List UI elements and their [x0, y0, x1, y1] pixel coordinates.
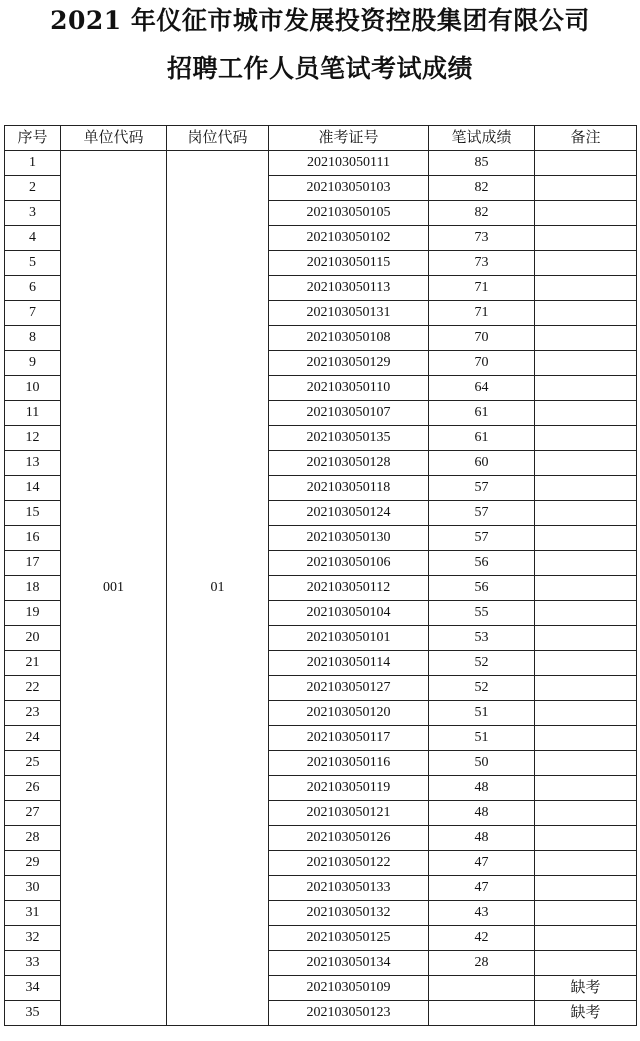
- cell-remark: 缺考: [535, 976, 637, 1001]
- scores-table-body: [5, 151, 637, 1026]
- cell-score: 47: [429, 851, 535, 876]
- cell-remark: [535, 551, 637, 576]
- cell-exam-id: 202103050110: [269, 376, 429, 401]
- cell-score: 60: [429, 451, 535, 476]
- cell-exam-id: 202103050127: [269, 676, 429, 701]
- table-header-row: [5, 126, 637, 151]
- cell-remark: [535, 751, 637, 776]
- cell-remark: [535, 251, 637, 276]
- cell-seq: 12: [5, 426, 61, 451]
- cell-score: 42: [429, 926, 535, 951]
- header-exam-id: 准考证号: [269, 126, 429, 151]
- cell-remark: [535, 826, 637, 851]
- cell-remark: [535, 401, 637, 426]
- cell-remark: [535, 326, 637, 351]
- cell-exam-id: 202103050113: [269, 276, 429, 301]
- cell-score: 28: [429, 951, 535, 976]
- cell-exam-id: 202103050121: [269, 801, 429, 826]
- cell-exam-id: 202103050101: [269, 626, 429, 651]
- cell-remark: [535, 626, 637, 651]
- cell-remark: [535, 426, 637, 451]
- header-post-code: 岗位代码: [167, 126, 269, 151]
- cell-exam-id: 202103050108: [269, 326, 429, 351]
- cell-seq: 16: [5, 526, 61, 551]
- cell-exam-id: 202103050111: [269, 151, 429, 176]
- cell-remark: [535, 376, 637, 401]
- cell-exam-id: 202103050102: [269, 226, 429, 251]
- cell-seq: 34: [5, 976, 61, 1001]
- cell-exam-id: 202103050128: [269, 451, 429, 476]
- cell-remark: [535, 151, 637, 176]
- cell-score: [429, 976, 535, 1001]
- cell-seq: 4: [5, 226, 61, 251]
- cell-exam-id: 202103050120: [269, 701, 429, 726]
- cell-exam-id: 202103050130: [269, 526, 429, 551]
- cell-exam-id: 202103050129: [269, 351, 429, 376]
- cell-remark: [535, 601, 637, 626]
- cell-remark: [535, 951, 637, 976]
- cell-seq: 7: [5, 301, 61, 326]
- header-remark: 备注: [535, 126, 637, 151]
- cell-remark: [535, 501, 637, 526]
- cell-seq: 2: [5, 176, 61, 201]
- cell-score: 48: [429, 776, 535, 801]
- cell-exam-id: 202103050132: [269, 901, 429, 926]
- cell-seq: 21: [5, 651, 61, 676]
- cell-remark: [535, 176, 637, 201]
- cell-exam-id: 202103050117: [269, 726, 429, 751]
- cell-exam-id: 202103050119: [269, 776, 429, 801]
- cell-seq: 35: [5, 1001, 61, 1026]
- cell-exam-id: 202103050124: [269, 501, 429, 526]
- cell-score: 64: [429, 376, 535, 401]
- cell-post-code: 01: [167, 151, 269, 1026]
- cell-seq: 17: [5, 551, 61, 576]
- cell-score: 47: [429, 876, 535, 901]
- cell-score: 57: [429, 501, 535, 526]
- cell-score: 53: [429, 626, 535, 651]
- cell-exam-id: 202103050122: [269, 851, 429, 876]
- cell-score: 73: [429, 251, 535, 276]
- cell-remark: [535, 276, 637, 301]
- cell-remark: [535, 776, 637, 801]
- cell-score: 61: [429, 401, 535, 426]
- cell-seq: 15: [5, 501, 61, 526]
- header-score: 笔试成绩: [429, 126, 535, 151]
- cell-score: 51: [429, 726, 535, 751]
- cell-remark: [535, 901, 637, 926]
- cell-exam-id: 202103050115: [269, 251, 429, 276]
- cell-exam-id: 202103050131: [269, 301, 429, 326]
- scores-table: [4, 125, 637, 1026]
- cell-seq: 6: [5, 276, 61, 301]
- cell-seq: 22: [5, 676, 61, 701]
- cell-exam-id: 202103050107: [269, 401, 429, 426]
- header-seq: 序号: [5, 126, 61, 151]
- cell-score: 57: [429, 526, 535, 551]
- cell-remark: [535, 926, 637, 951]
- cell-remark: [535, 651, 637, 676]
- cell-seq: 14: [5, 476, 61, 501]
- cell-seq: 1: [5, 151, 61, 176]
- cell-seq: 27: [5, 801, 61, 826]
- cell-seq: 32: [5, 926, 61, 951]
- cell-seq: 10: [5, 376, 61, 401]
- cell-score: [429, 1001, 535, 1026]
- cell-exam-id: 202103050133: [269, 876, 429, 901]
- cell-score: 56: [429, 551, 535, 576]
- cell-score: 57: [429, 476, 535, 501]
- cell-seq: 11: [5, 401, 61, 426]
- cell-remark: [535, 576, 637, 601]
- cell-exam-id: 202103050126: [269, 826, 429, 851]
- cell-seq: 29: [5, 851, 61, 876]
- cell-remark: [535, 701, 637, 726]
- cell-seq: 31: [5, 901, 61, 926]
- cell-exam-id: 202103050134: [269, 951, 429, 976]
- cell-score: 71: [429, 301, 535, 326]
- cell-exam-id: 202103050125: [269, 926, 429, 951]
- cell-exam-id: 202103050106: [269, 551, 429, 576]
- document-title-line1: 2021 年仪征市城市发展投资控股集团有限公司: [50, 6, 590, 35]
- cell-seq: 19: [5, 601, 61, 626]
- cell-seq: 24: [5, 726, 61, 751]
- cell-score: 56: [429, 576, 535, 601]
- cell-remark: [535, 451, 637, 476]
- cell-seq: 9: [5, 351, 61, 376]
- cell-remark: [535, 676, 637, 701]
- cell-score: 70: [429, 351, 535, 376]
- header-unit-code: 单位代码: [61, 126, 167, 151]
- cell-exam-id: 202103050105: [269, 201, 429, 226]
- cell-seq: 18: [5, 576, 61, 601]
- cell-remark: [535, 351, 637, 376]
- cell-score: 82: [429, 176, 535, 201]
- cell-exam-id: 202103050103: [269, 176, 429, 201]
- cell-seq: 28: [5, 826, 61, 851]
- cell-seq: 8: [5, 326, 61, 351]
- cell-score: 50: [429, 751, 535, 776]
- cell-seq: 3: [5, 201, 61, 226]
- cell-exam-id: 202103050116: [269, 751, 429, 776]
- cell-score: 48: [429, 801, 535, 826]
- cell-remark: [535, 226, 637, 251]
- cell-score: 82: [429, 201, 535, 226]
- cell-remark: [535, 301, 637, 326]
- cell-seq: 33: [5, 951, 61, 976]
- cell-score: 70: [429, 326, 535, 351]
- cell-exam-id: 202103050118: [269, 476, 429, 501]
- cell-remark: [535, 476, 637, 501]
- cell-score: 52: [429, 651, 535, 676]
- cell-score: 51: [429, 701, 535, 726]
- cell-score: 85: [429, 151, 535, 176]
- cell-exam-id: 202103050135: [269, 426, 429, 451]
- cell-seq: 30: [5, 876, 61, 901]
- cell-remark: [535, 851, 637, 876]
- cell-score: 55: [429, 601, 535, 626]
- cell-exam-id: 202103050109: [269, 976, 429, 1001]
- document-title-line2: 招聘工作人员笔试考试成绩: [166, 54, 473, 83]
- table-row: [5, 151, 637, 176]
- cell-score: 73: [429, 226, 535, 251]
- cell-exam-id: 202103050123: [269, 1001, 429, 1026]
- cell-score: 43: [429, 901, 535, 926]
- cell-score: 48: [429, 826, 535, 851]
- cell-exam-id: 202103050114: [269, 651, 429, 676]
- cell-seq: 23: [5, 701, 61, 726]
- cell-remark: [535, 726, 637, 751]
- cell-seq: 5: [5, 251, 61, 276]
- cell-score: 71: [429, 276, 535, 301]
- cell-remark: [535, 876, 637, 901]
- cell-remark: [535, 526, 637, 551]
- cell-remark: [535, 201, 637, 226]
- cell-seq: 20: [5, 626, 61, 651]
- cell-score: 61: [429, 426, 535, 451]
- cell-remark: [535, 801, 637, 826]
- cell-seq: 26: [5, 776, 61, 801]
- cell-exam-id: 202103050112: [269, 576, 429, 601]
- cell-seq: 13: [5, 451, 61, 476]
- cell-unit-code: 001: [61, 151, 167, 1026]
- cell-seq: 25: [5, 751, 61, 776]
- cell-score: 52: [429, 676, 535, 701]
- cell-exam-id: 202103050104: [269, 601, 429, 626]
- cell-remark: 缺考: [535, 1001, 637, 1026]
